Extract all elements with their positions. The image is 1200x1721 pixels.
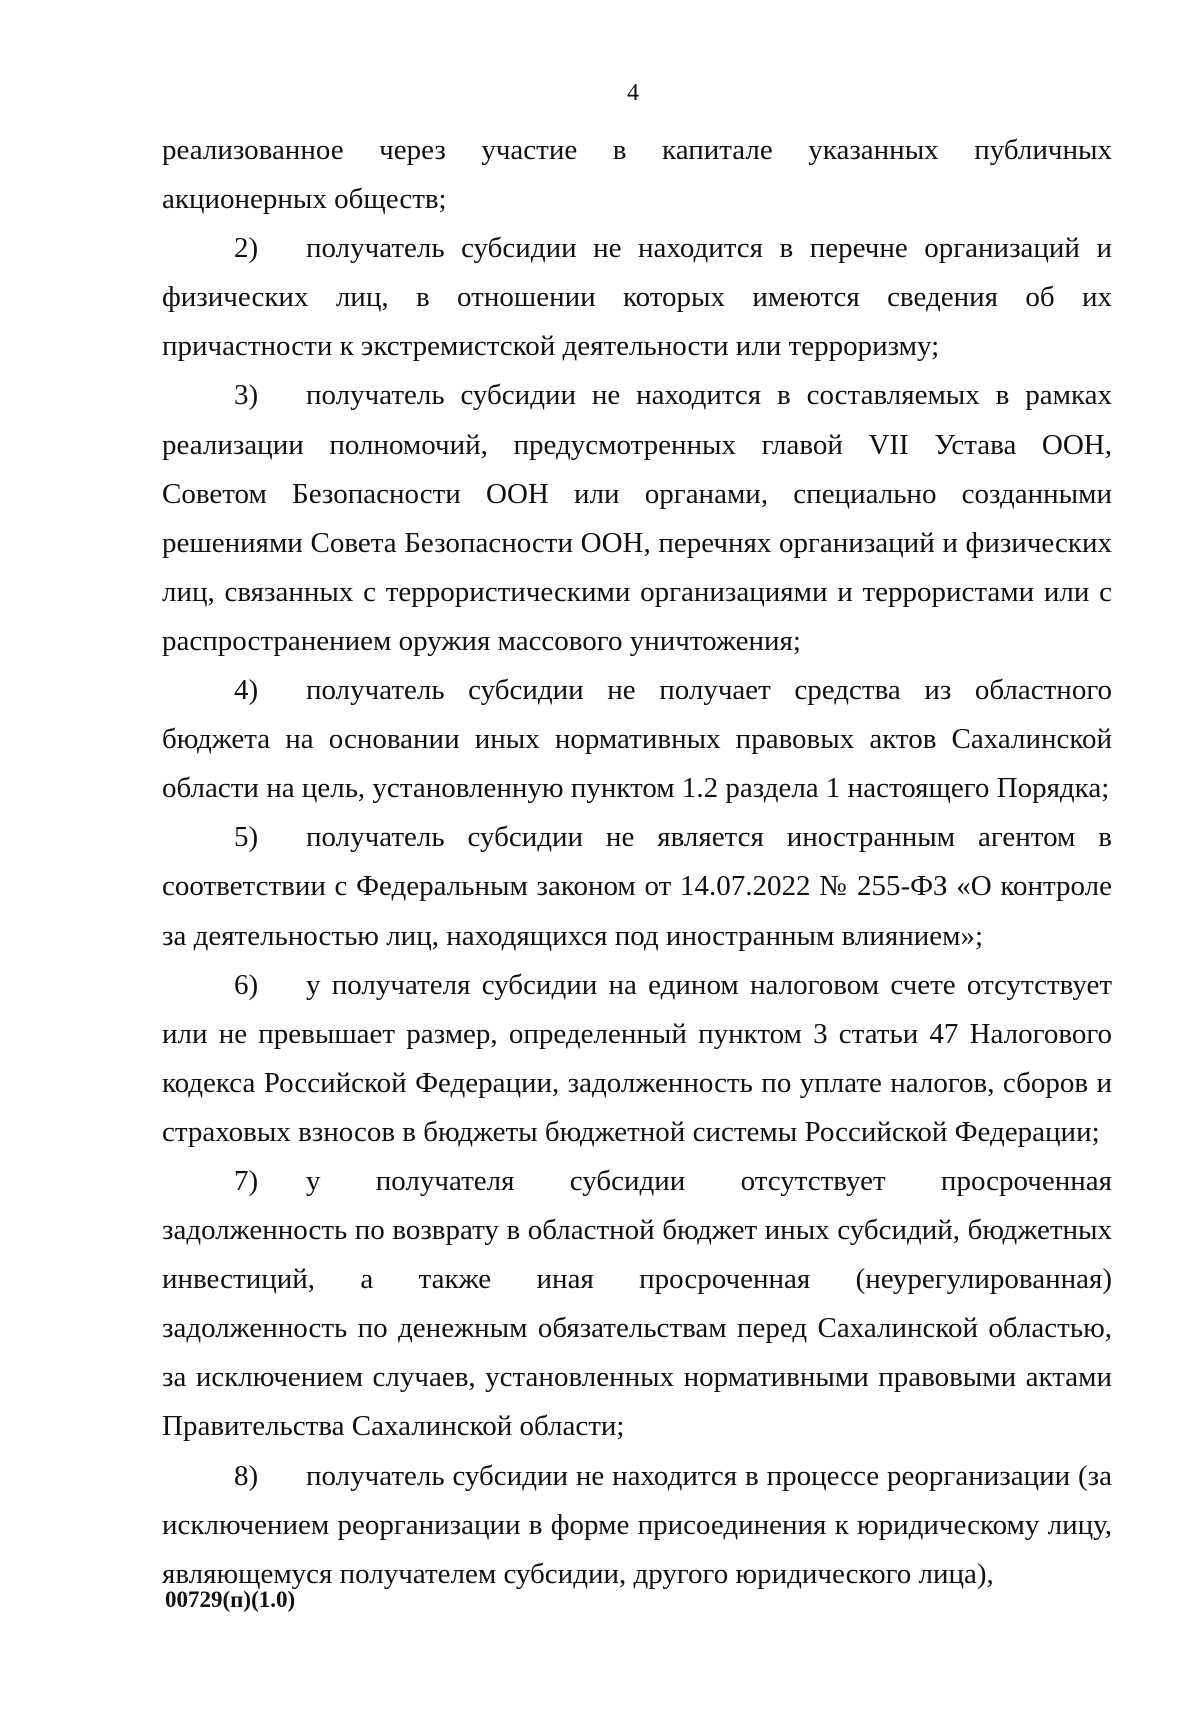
item-text: получатель субсидии не находится в процессе реорганизации (за исключением реорганизации в форме присоединения к юридическому лицу, являющемуся получателем субсидии, другого юридического лица), — [162, 1459, 1112, 1590]
continuation-paragraph: реализованное через участие в капитале указанных публичных акционерных обществ; — [162, 134, 1112, 216]
item-number: 6) — [234, 968, 259, 1001]
item-text: получатель субсидии не находится в составляемых в рамках реализации полномочий, предусмотренных главой VII Устава ООН, Советом Безопасности ООН или органами, специально созданными решениями Совета Безопасности ООН, перечнях организаций и физических лиц, связанных с террористическими организациями и террористами или с распространением оружия массового уничтожения; — [162, 379, 1112, 657]
item-text: у получателя субсидии отсутствует просроченная задолженность по возврату в областной бюджет иных субсидий, бюджетных инвестиций, а также иная просроченная (неурегулированная) задолженность по денежным обязательствам перед Сахалинской областью, за исключением случаев, установленных нормативными правовыми актами Правительства Сахалинской области; — [162, 1164, 1112, 1443]
list-item — [162, 1452, 1112, 1599]
page-number: 4 — [627, 80, 639, 106]
item-number: 8) — [234, 1459, 259, 1492]
item-text: получатель субсидии не получает средства из областного бюджета на основании иных нормативных правовых актов Сахалинской области на цель, установленную пунктом 1.2 раздела 1 настоящего Порядка; — [162, 674, 1112, 805]
item-text: у получателя субсидии на едином налоговом счете отсутствует или не превышает размер, определенный пунктом 3 статьи 47 Налогового кодекса Российской Федерации, задолженность по уплате налогов, сборов и страховых взносов в бюджеты бюджетной системы Российской Федерации; — [162, 968, 1112, 1148]
list-item — [162, 813, 1112, 960]
document-body — [162, 126, 1112, 1599]
document-code: 00729(п)(1.0) — [165, 1587, 296, 1612]
list-item — [162, 961, 1112, 1157]
item-number: 2) — [234, 232, 259, 265]
item-text: получатель субсидии не является иностранным агентом в соответствии с Федеральным законом от 14.07.2022 № 255-ФЗ «О контроле за деятельностью лиц, находящихся под иностранным влиянием»; — [162, 821, 1112, 952]
list-item — [162, 666, 1112, 813]
item-number: 5) — [234, 821, 259, 854]
item-number: 4) — [234, 674, 259, 707]
list-item — [162, 371, 1112, 666]
item-text: получатель субсидии не находится в перечне организаций и физических лиц, в отношении которых имеются сведения об их причастности к экстремистской деятельности или терроризму; — [162, 232, 1112, 363]
list-item — [162, 224, 1112, 371]
item-number: 7) — [234, 1164, 259, 1197]
list-item — [162, 1157, 1112, 1452]
item-number: 3) — [234, 379, 259, 412]
